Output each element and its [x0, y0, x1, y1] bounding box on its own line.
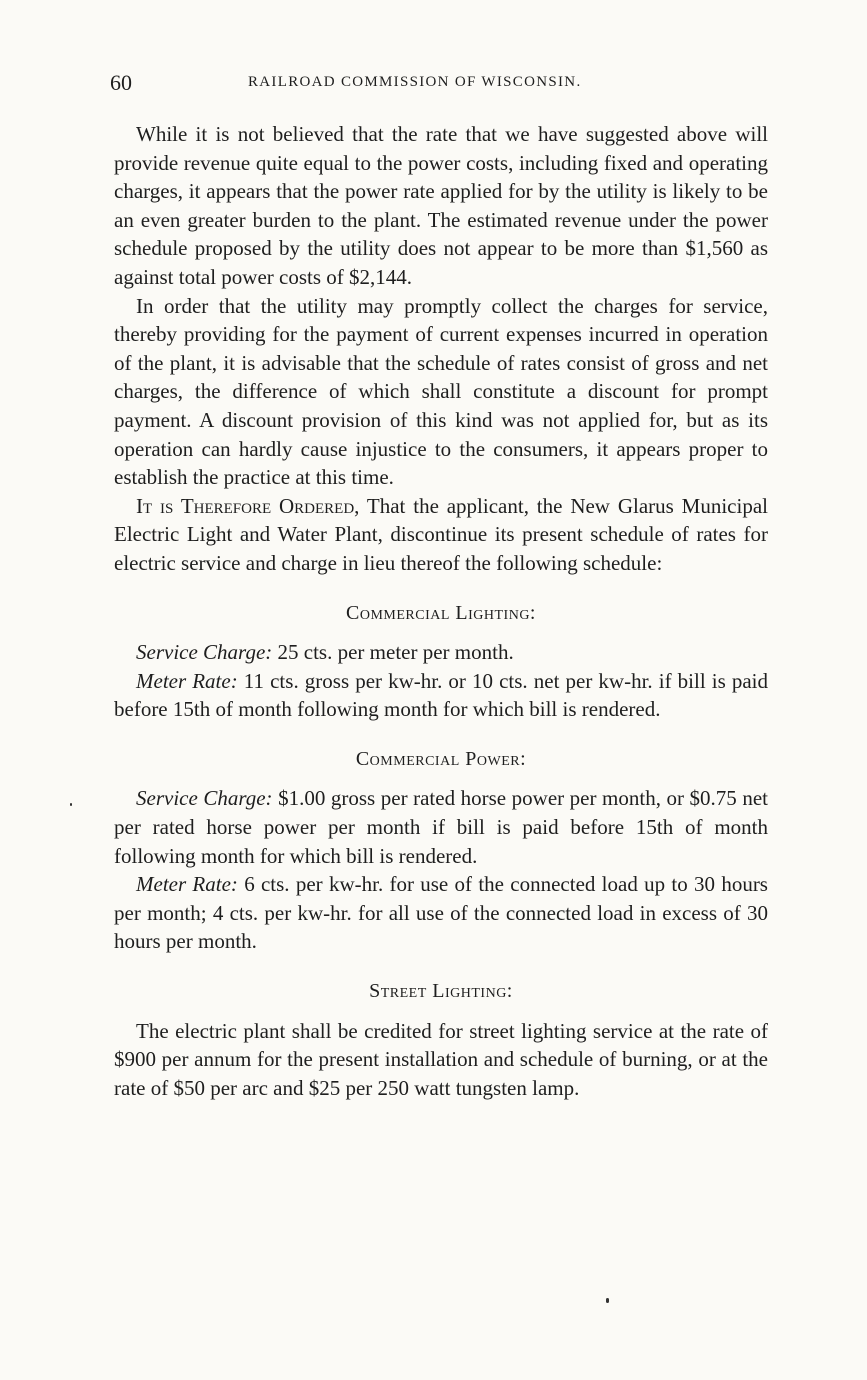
commercial-lighting-service-charge	[114, 638, 768, 667]
running-head: RAILROAD COMMISSION OF WISCONSIN.	[248, 74, 582, 90]
service-charge-text: $1.00 gross per rated horse power per month, or $0.75 net per rated horse power per month if bill is paid before 15th of month following month for which bill is rendered.	[114, 786, 768, 868]
paragraph-order	[114, 492, 768, 578]
meter-rate-text: 6 cts. per kw-hr. for use of the connected load up to 30 hours per month; 4 cts. per kw-hr. for all use of the connected load in excess of 30 hours per month.	[114, 872, 768, 954]
meter-rate-label: Meter Rate:	[136, 668, 238, 693]
commercial-lighting-meter-rate	[114, 667, 768, 724]
service-charge-label: Service Charge:	[136, 640, 273, 665]
street-lighting-heading: Street Lighting:	[369, 980, 513, 1003]
page-header	[110, 70, 770, 100]
commercial-power-service-charge	[114, 784, 768, 870]
meter-rate-label: Meter Rate:	[136, 872, 238, 897]
service-charge-label: Service Charge:	[136, 786, 273, 811]
order-text: That the applicant, the New Glarus Municipal Electric Light and Water Plant, discontinue its present schedule of rates for electric service and charge in lieu thereof the following schedule:	[114, 493, 768, 575]
body-text	[114, 120, 768, 1102]
commercial-power-heading: Commercial Power:	[355, 747, 527, 770]
paragraph-revenue: While it is not believed that the rate that we have suggested above will provide revenue quite equal to the power costs, including fixed and operating charges, it appears that the power rate applied for by the utility is likely to be an even greater burden to the plant. The estimated revenue under the power schedule proposed by the utility does not appear to be more than $1,560 as against total power costs of $2,144.	[114, 122, 768, 289]
ink-speck	[606, 1298, 609, 1303]
service-charge-text: 25 cts. per meter per month.	[272, 640, 514, 665]
ink-speck	[70, 803, 72, 806]
meter-rate-text: 11 cts. gross per kw-hr. or 10 cts. net per kw-hr. if bill is paid before 15th of month following month for which bill is rendered.	[114, 668, 768, 722]
commercial-power-meter-rate	[114, 870, 768, 956]
page-number: 60	[110, 70, 132, 95]
paragraph-discount: In order that the utility may promptly collect the charges for service, thereby providing for the payment of current expenses incurred in operation of the plant, it is advisable that the schedule of rates consist of gross and net charges, the difference of which shall constitute a discount for prompt payment. A discount provision of this kind was not applied for, but as its operation can hardly cause injustice to the consumers, it appears proper to establish the practice at this time.	[114, 293, 768, 490]
commercial-lighting-heading: Commercial Lighting:	[346, 601, 536, 624]
order-lead: It is Therefore Ordered,	[136, 493, 360, 518]
street-lighting-paragraph: The electric plant shall be credited for street lighting service at the rate of $900 per annum for the present installation and schedule of burning, or at the rate of $50 per arc and $25 per 250 watt tungsten lamp.	[114, 1018, 768, 1100]
